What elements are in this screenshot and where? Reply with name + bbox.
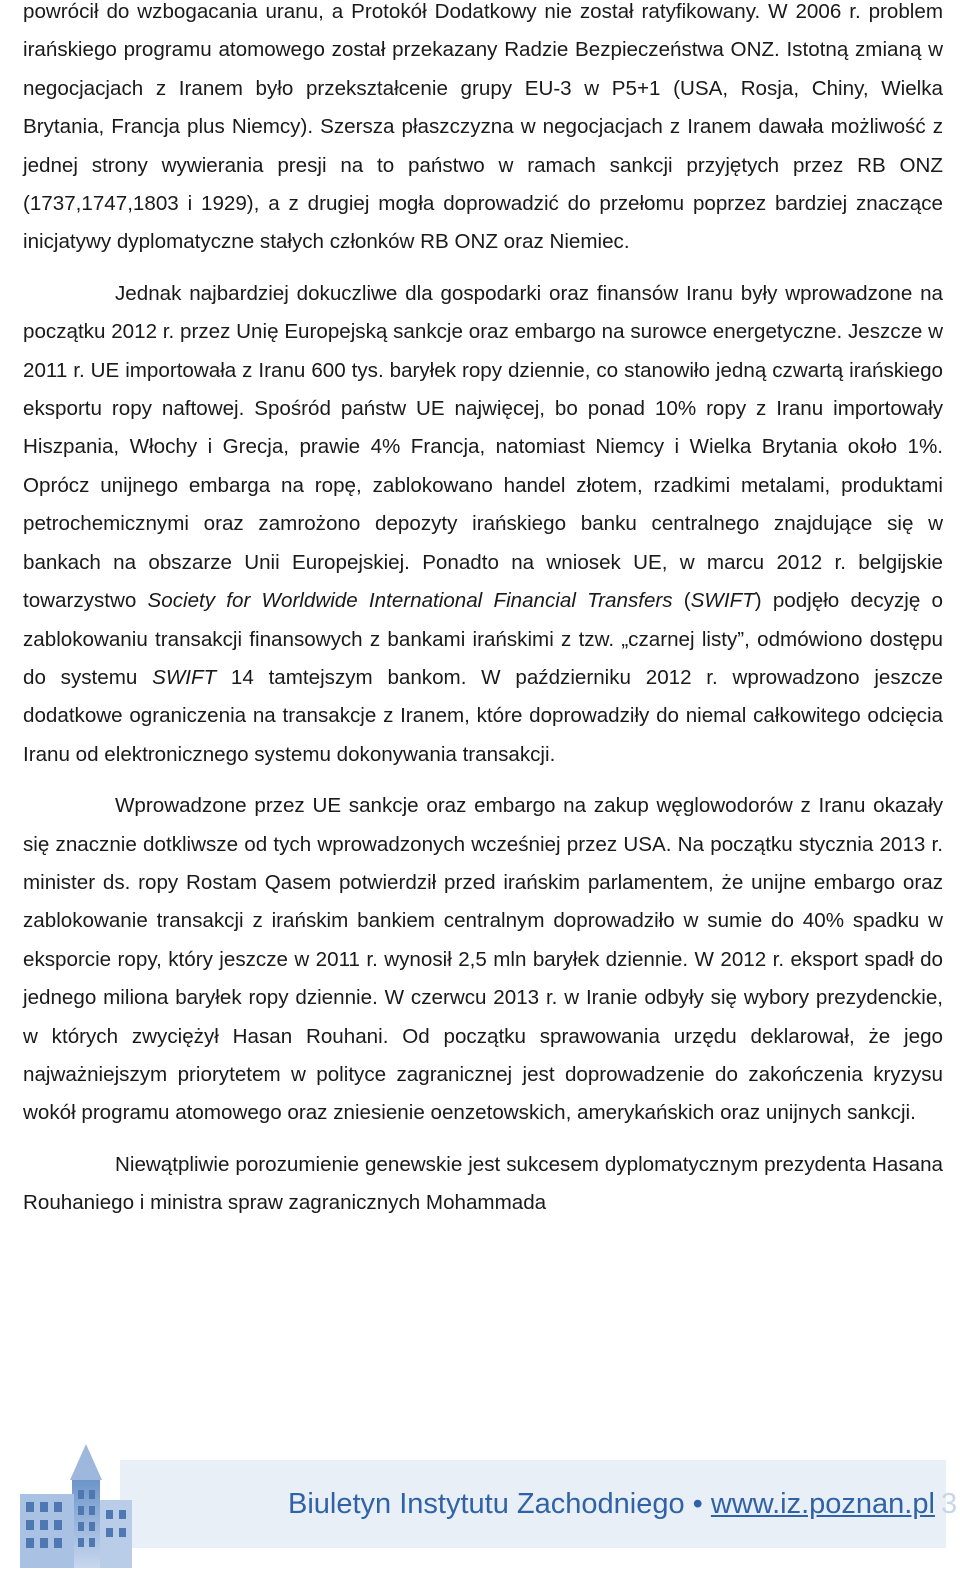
paragraph-2-text-a: Jednak najbardziej dokuczliwe dla gospodarki oraz finansów Iranu były wprowadzone na początku 2012 r. przez Unię Europejską sankcje oraz embargo na surowce energetyczne. Jeszcze w 2011 r. UE importowała z Iranu 600 tys. baryłek ropy dziennie, co stanowiło jedną czwartą irańskiego eksportu ropy naftowej. Spośród państw UE najwięcej, bo ponad 10% ropy z Iranu importowały Hiszpania, Włochy i Grecja, prawie 4% Francja, natomiast Niemcy i Wielka Brytania około 1%. Oprócz unijnego embarga na ropę, zablokowano handel złotem, rzadkimi metalami, produktami petrochemicznymi oraz zamrożono depozyty irańskiego banku centralnego znajdujące się w bankach na obszarze Unii Europejskiej. Ponadto na wniosek UE, w marcu 2012 r. belgijskie towarzystwo	[23, 281, 943, 613]
paragraph-2-text-b: (	[672, 589, 691, 613]
footer-text	[288, 1486, 957, 1522]
paragraph-2-text-c: ) podjęło decyzję o zablokowaniu transakcji finansowych z bankami irańskimi z tzw. „czarnej listy”, odmówiono dostępu do systemu	[23, 589, 943, 689]
footer-separator: •	[684, 1488, 711, 1520]
page-number: 3	[940, 1488, 958, 1520]
swift-acronym-2: SWIFT	[152, 665, 217, 689]
publication-name: Biuletyn Instytutu Zachodniego	[288, 1488, 685, 1520]
swift-full-name: Society for Worldwide International Financial Transfers	[147, 589, 673, 613]
paragraph-2	[23, 275, 943, 774]
paragraph-2-text-d: 14 tamtejszym bankom. W październiku 2012 r. wprowadzono jeszcze dodatkowe ograniczenia na transakcje z Iranem, które doprowadziły do niemal całkowitego odcięcia Iranu od elektronicznego systemu dokonywania transakcji.	[23, 665, 943, 766]
institute-website-link[interactable]: www.iz.poznan.pl	[710, 1488, 935, 1520]
page-footer	[0, 1440, 960, 1572]
building-tower-logo-icon	[0, 1440, 140, 1570]
swift-acronym: SWIFT	[690, 589, 755, 613]
document-body	[23, 0, 943, 1223]
paragraph-1: powrócił do wzbogacania uranu, a Protokół Dodatkowy nie został ratyfikowany. W 2006 r. problem irańskiego programu atomowego został przekazany Radzie Bezpieczeństwa ONZ. Istotną zmianą w negocjacjach z Iranem było przekształcenie grupy EU-3 w P5+1 (USA, Rosja, Chiny, Wielka Brytania, Francja plus Niemcy). Szersza płaszczyzna w negocjacjach z Iranem dawała możliwość z jednej strony wywierania presji na to państwo w ramach sankcji przyjętych przez RB ONZ (1737,1747,1803 i 1929), a z drugiej mogła doprowadzić do przełomu poprzez bardziej znaczące inicjatywy dyplomatyczne stałych członków RB ONZ oraz Niemiec.	[23, 0, 943, 254]
paragraph-3: Wprowadzone przez UE sankcje oraz embargo na zakup węglowodorów z Iranu okazały się znacznie dotkliwsze od tych wprowadzonych wcześniej przez USA. Na początku stycznia 2013 r. minister ds. ropy Rostam Qasem potwierdził przed irańskim parlamentem, że unijne embargo oraz zablokowanie transakcji z irańskim bankiem centralnym doprowadziło w sumie do 40% spadku w eksporcie ropy, który jeszcze w 2011 r. wynosił 2,5 mln baryłek dziennie. W 2012 r. eksport spadł do jednego miliona baryłek ropy dziennie. W czerwcu 2013 r. w Iranie odbyły się wybory prezydenckie, w których zwyciężył Hasan Rouhani. Od początku sprawowania urzędu deklarował, że jego najważniejszym priorytetem w polityce zagranicznej jest doprowadzenie do zakończenia kryzysu wokół programu atomowego oraz zniesienie oenzetowskich, amerykańskich oraz unijnych sankcji.	[23, 794, 943, 1125]
paragraph-4: Niewątpliwie porozumienie genewskie jest sukcesem dyplomatycznym prezydenta Hasana Rouhaniego i ministra spraw zagranicznych Mohammada	[23, 1152, 943, 1215]
